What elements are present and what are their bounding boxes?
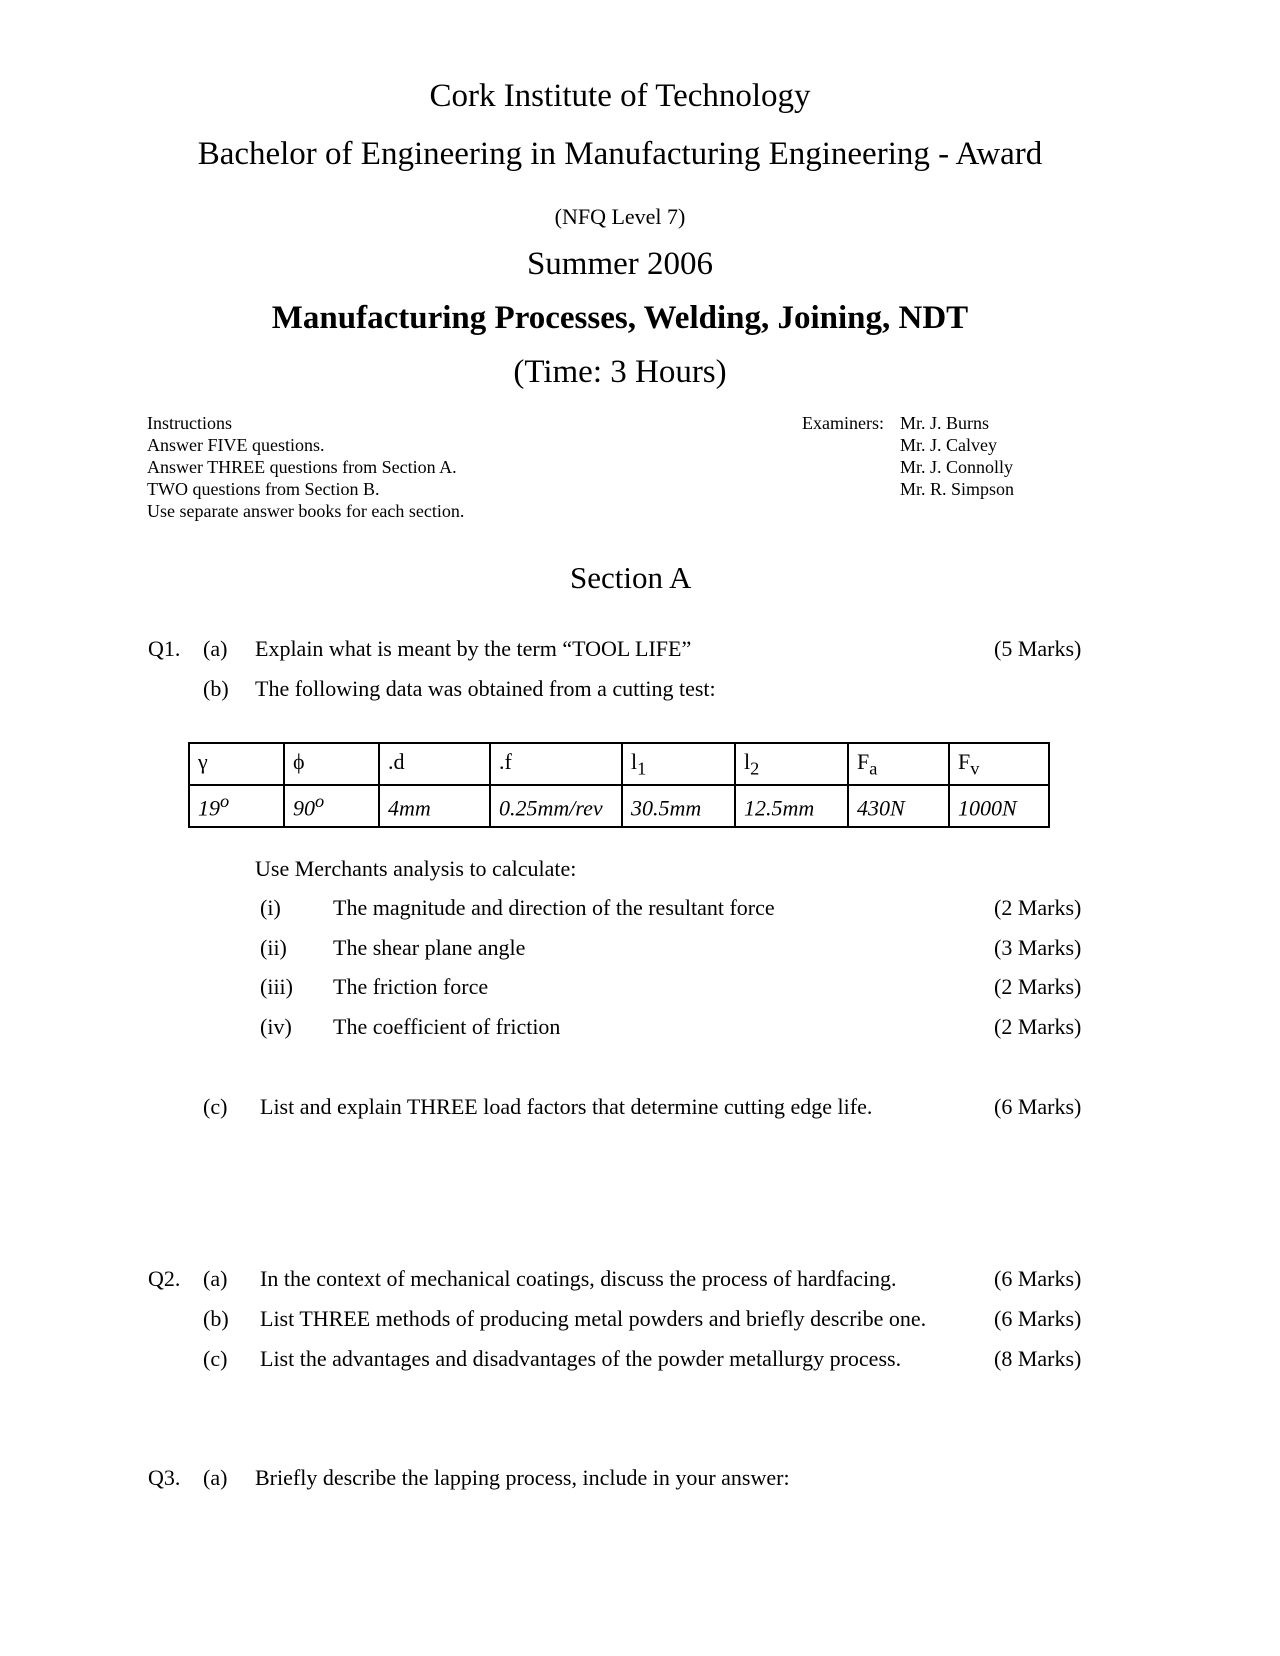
examiner-name: Mr. R. Simpson <box>900 479 1015 499</box>
q1a-label: (a) <box>203 636 228 661</box>
subpart-text: The magnitude and direction of the resultant force <box>333 895 775 920</box>
merchant-intro: Use Merchants analysis to calculate: <box>255 856 577 881</box>
section-title: Section A <box>570 560 692 595</box>
q1c-marks: (6 Marks) <box>994 1094 1082 1119</box>
header-cell: $l_1$ <box>622 743 735 785</box>
instruction-line: Answer FIVE questions. <box>147 435 325 455</box>
cutting-test-table <box>188 742 1050 828</box>
value-cell: 30.5mm <box>622 785 735 827</box>
value-cell: 19$^o$ <box>189 785 284 827</box>
q1a-text: Explain what is meant by the term “TOOL LIFE” <box>255 636 692 661</box>
header-cell: $l_2$ <box>735 743 848 785</box>
q1c-text: List and explain THREE load factors that determine cutting edge life. <box>260 1094 873 1119</box>
q1b-text: The following data was obtained from a cutting test: <box>255 676 716 701</box>
value-cell: 90$^o$ <box>284 785 379 827</box>
examiner-name: Mr. J. Connolly <box>900 457 1014 477</box>
q2c-text: List the advantages and disadvantages of the powder metallurgy process. <box>260 1346 902 1371</box>
subpart-text: The shear plane angle <box>333 935 526 960</box>
subpart-marks: (3 Marks) <box>994 935 1082 960</box>
q2b-label: (b) <box>203 1306 229 1331</box>
q2-number: Q2. <box>148 1266 181 1291</box>
q3a-label: (a) <box>203 1465 228 1490</box>
examiner-name: Mr. J. Calvey <box>900 435 997 455</box>
q2a-label: (a) <box>203 1266 228 1291</box>
instructions-heading: Instructions <box>147 413 232 433</box>
q2b-marks: (6 Marks) <box>994 1306 1082 1331</box>
q2c-label: (c) <box>203 1346 228 1371</box>
table-header-row <box>189 743 1049 785</box>
instruction-line: TWO questions from Section B. <box>147 479 380 499</box>
value-cell: 4mm <box>379 785 490 827</box>
value-cell: 430N <box>848 785 949 827</box>
nfq-level: (NFQ Level 7) <box>554 204 686 229</box>
q2a-marks: (6 Marks) <box>994 1266 1082 1291</box>
header-cell: $F_a$ <box>848 743 949 785</box>
instruction-line: Use separate answer books for each section. <box>147 501 465 521</box>
q2a-text: In the context of mechanical coatings, discuss the process of hardfacing. <box>260 1266 897 1291</box>
q1c-label: (c) <box>203 1094 228 1119</box>
module-title: Manufacturing Processes, Welding, Joining, NDT <box>271 300 969 336</box>
q1-number: Q1. <box>148 636 181 661</box>
instructions-block <box>147 412 464 522</box>
q1b-label: (b) <box>203 676 229 701</box>
value-cell: 0.25mm/rev <box>490 785 622 827</box>
subpart-text: The coefficient of friction <box>333 1014 561 1039</box>
exam-duration: (Time: 3 Hours) <box>513 354 727 390</box>
examiners-label: Examiners: <box>802 413 884 433</box>
table-values-row <box>189 785 1049 827</box>
subpart-label: (iv) <box>260 1014 292 1039</box>
header-cell: γ <box>189 743 284 785</box>
subpart-label: (i) <box>260 895 281 920</box>
header-cell: $F_v$ <box>949 743 1049 785</box>
q2c-marks: (8 Marks) <box>994 1346 1082 1371</box>
subpart-label: (iii) <box>260 974 293 999</box>
q3-number: Q3. <box>148 1465 181 1490</box>
institution-title: Cork Institute of Technology <box>429 78 811 114</box>
subpart-marks: (2 Marks) <box>994 895 1082 920</box>
examiner-name: Mr. J. Burns <box>900 413 990 433</box>
q2b-text: List THREE methods of producing metal powders and briefly describe one. <box>260 1306 927 1331</box>
header-cell: .d <box>379 743 490 785</box>
subpart-label: (ii) <box>260 935 287 960</box>
instruction-line: Answer THREE questions from Section A. <box>147 457 457 477</box>
exam-session: Summer 2006 <box>526 246 714 282</box>
examiners-list <box>900 412 1014 500</box>
subpart-text: The friction force <box>333 974 489 999</box>
header-cell: ϕ <box>284 743 379 785</box>
q3a-text: Briefly describe the lapping process, include in your answer: <box>255 1465 790 1490</box>
subpart-marks: (2 Marks) <box>994 1014 1082 1039</box>
subpart-marks: (2 Marks) <box>994 974 1082 999</box>
value-cell: 1000N <box>949 785 1049 827</box>
q1a-marks: (5 Marks) <box>994 636 1082 661</box>
degree-title: Bachelor of Engineering in Manufacturing Engineering - Award <box>197 136 1043 172</box>
header-cell: .f <box>490 743 622 785</box>
value-cell: 12.5mm <box>735 785 848 827</box>
